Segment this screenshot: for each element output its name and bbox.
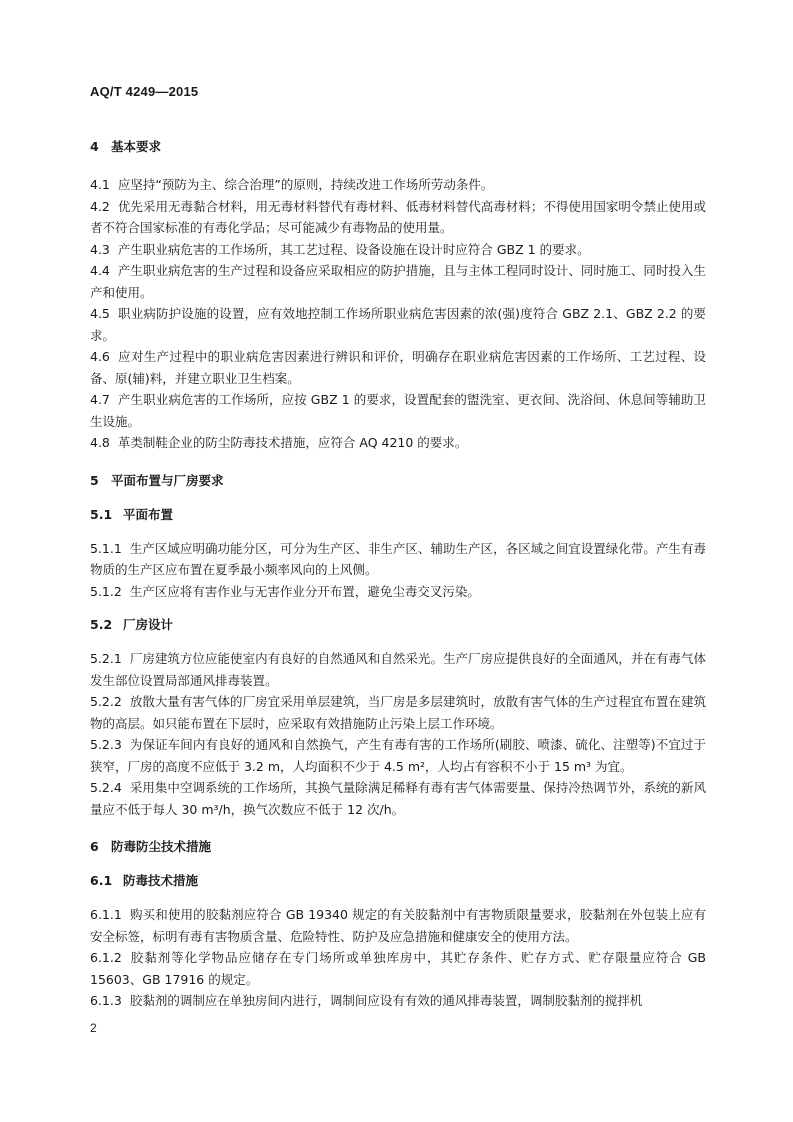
section-number: 5 [90,472,99,488]
clause-number: 4.1 [90,177,110,192]
clause-text: 应对生产过程中的职业病危害因素进行辨识和评价，明确存在职业病危害因素的工作场所、工艺过程、设备、原(辅)料，并建立职业卫生档案。 [90,349,706,386]
subsection-number: 5.1 [90,506,113,522]
section-title: 平面布置与厂房要求 [111,472,224,488]
clause-text: 产生职业病危害的工作场所，应按 GBZ 1 的要求，设置配套的盥洗室、更衣间、洗浴间、休息间等辅助卫生设施。 [90,392,706,429]
clause [90,734,706,777]
clause [90,303,706,346]
clause-number: 5.2.4 [90,780,122,795]
clause-text: 产生职业病危害的生产过程和设备应采取相应的防护措施，且与主体工程同时设计、同时施工、同时投入生产和使用。 [90,263,706,300]
section-number: 4 [90,139,99,154]
clause-text: 生产区应将有害作业与无害作业分开布置，避免尘毒交叉污染。 [129,583,480,599]
subsection-number: 6.1 [90,873,113,888]
section-title: 基本要求 [111,139,162,154]
clause-text: 产生职业病危害的工作场所，其工艺过程、设备设施在设计时应符合 GBZ 1 的要求。 [117,241,590,257]
clause-text: 购买和使用的胶黏剂应符合 GB 19340 规定的有关胶黏剂中有害物质限量要求，胶黏剂在外包装上应有安全标签，标明有毒有害物质含量、危险特性、防护及应急措施和健康安全的使用方法。 [90,907,706,944]
clause-text: 优先采用无毒黏合材料，用无毒材料替代有毒材料、低毒材料替代高毒材料；不得使用国家明令禁止使用或者不符合国家标准的有毒化学品；尽可能减少有毒物品的使用量。 [90,198,706,235]
clause [90,691,706,734]
section-heading [90,836,706,858]
clause [90,260,706,303]
clause-text: 采用集中空调系统的工作场所，其换气量除满足稀释有毒有害气体需要量、保持冷热调节外，系统的新风量应不低于每人 30 m³/h，换气次数应不低于 12 次/h。 [90,780,706,817]
clause-number: 4.2 [90,198,110,214]
clause-number: 4.8 [90,435,110,450]
section-heading [90,136,706,158]
clause [90,990,706,1012]
subsection-title: 平面布置 [123,506,174,522]
page-number: 2 [90,1021,97,1035]
subsection-heading [90,614,706,636]
clause-number: 5.1.2 [90,583,122,599]
section-heading [90,470,706,492]
clause [90,581,706,603]
clause-text: 职业病防护设施的设置，应有效地控制工作场所职业病危害因素的浓(强)度符合 GBZ 2.1、GBZ 2.2 的要求。 [90,306,706,343]
clause-text: 胶黏剂等化学物品应储存在专门场所或单独库房中，其贮存条件、贮存方式、贮存限量应符合 GB 15603、GB 17916 的规定。 [90,950,706,987]
clause-number: 5.2.2 [90,694,122,709]
clause [90,196,706,239]
section-title: 防毒防尘技术措施 [111,839,212,854]
subsection-number: 5.2 [90,617,113,632]
subsection-heading [90,870,706,892]
clause-text: 为保证车间内有良好的通风和自然换气，产生有毒有害的工作场所(刷胶、喷漆、硫化、注塑等)不宜过于狭窄，厂房的高度不应低于 3.2 m，人均面积不少于 4.5 m²，人均占有容积不小于 15 m³ 为宜。 [90,737,706,774]
subsection-title: 防毒技术措施 [123,873,199,888]
clause-number: 6.1.2 [90,950,122,965]
clause [90,538,706,581]
clause-number: 6.1.3 [90,993,122,1008]
subsection-title: 厂房设计 [123,617,174,632]
document-body [90,136,706,1012]
clause [90,432,706,454]
clause-text: 厂房建筑方位应能使室内有良好的自然通风和自然采光。生产厂房应提供良好的全面通风，并在有毒气体发生部位设置局部通风排毒装置。 [90,651,706,688]
clause-number: 5.2.3 [90,737,122,752]
clause-number: 4.4 [90,263,110,278]
clause-number: 4.7 [90,392,110,407]
clause-number: 4.5 [90,306,110,321]
clause-number: 5.2.1 [90,651,122,666]
clause-text: 放散大量有害气体的厂房宜采用单层建筑，当厂房是多层建筑时，放散有害气体的生产过程宜布置在建筑物的高层。如只能布置在下层时，应采取有效措施防止污染上层工作环境。 [90,694,706,731]
document-code: AQ/T 4249—2015 [90,84,199,99]
clause-number: 4.6 [90,349,110,364]
clause-text: 革类制鞋企业的防尘防毒技术措施，应符合 AQ 4210 的要求。 [117,435,468,450]
clause [90,174,706,196]
clause-number: 6.1.1 [90,907,122,922]
clause [90,648,706,691]
clause [90,904,706,947]
clause-text: 应坚持“预防为主、综合治理”的原则，持续改进工作场所劳动条件。 [117,177,494,192]
subsection-heading [90,504,706,526]
clause [90,777,706,820]
clause [90,389,706,432]
section-number: 6 [90,839,99,854]
clause-number: 5.1.1 [90,540,122,556]
clause-text: 生产区域应明确功能分区，可分为生产区、非生产区、辅助生产区，各区域之间宜设置绿化带。产生有毒物质的生产区应布置在夏季最小频率风向的上风侧。 [90,540,706,577]
clause [90,346,706,389]
clause-number: 4.3 [90,241,110,257]
clause-text: 胶黏剂的调制应在单独房间内进行，调制间应设有有效的通风排毒装置，调制胶黏剂的搅拌机 [129,993,643,1008]
clause [90,947,706,990]
clause [90,239,706,261]
